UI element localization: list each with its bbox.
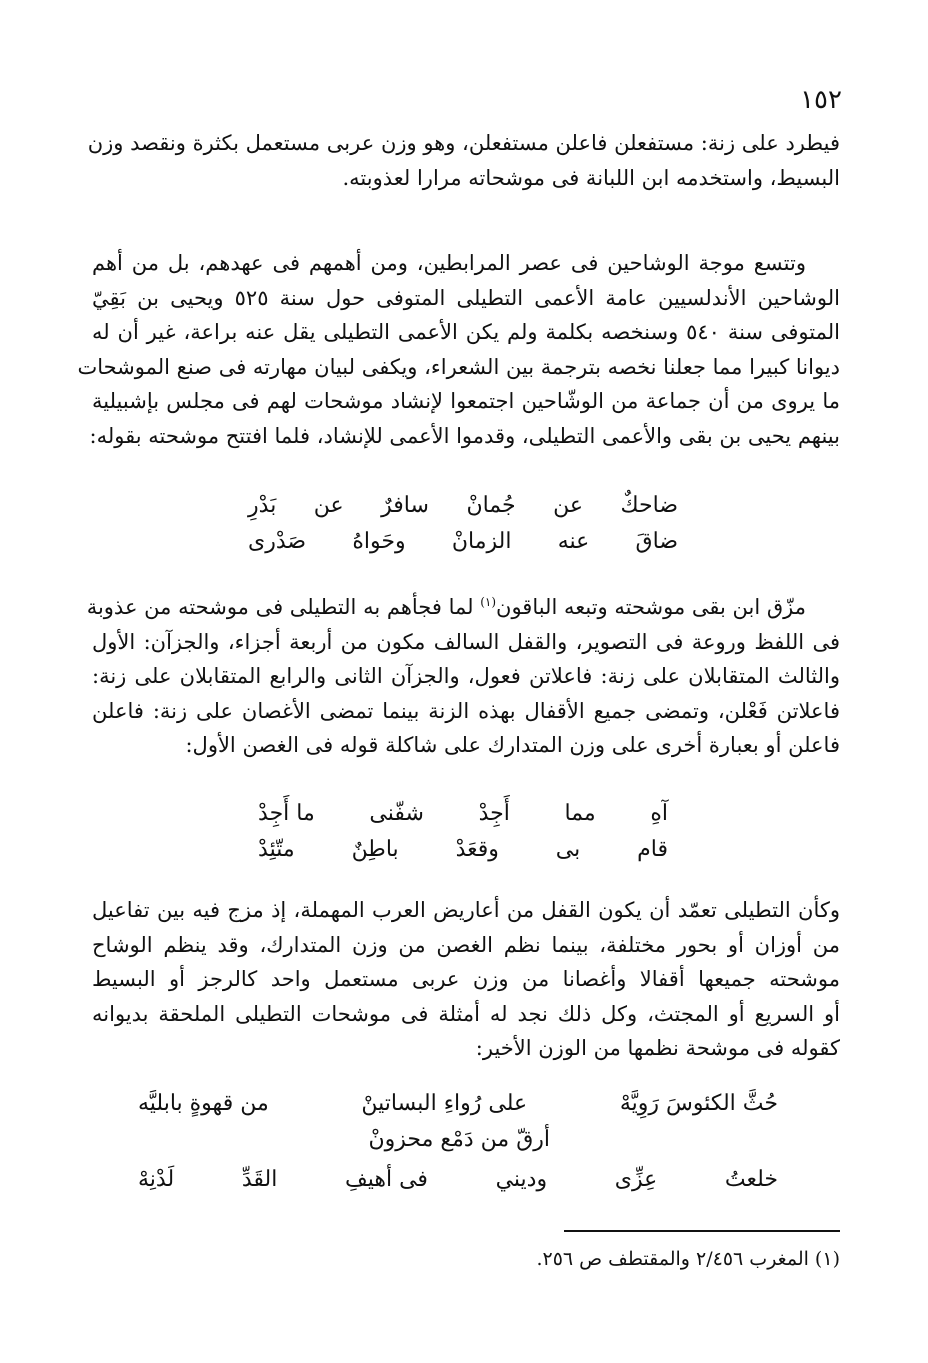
verse-word: عن (313, 493, 344, 518)
paragraph-line: والثالث المتقابلان على زنة: فاعلاتن فعول، والجزآن الثانى والرابع المتقابلان على زنة: (92, 664, 840, 688)
paragraph-line: أو السريع أو المجتث، وكل ذلك نجد له أمثلة فى موشحات التطيلى الملحقة بديوانه (92, 1001, 840, 1026)
verse-word: شفّنى (369, 801, 424, 826)
verse-word: فى أهيفِ (344, 1167, 428, 1192)
verse-word: بى (555, 837, 581, 862)
verse-hemistich: أرقّ من دَمْع محزونْ (368, 1127, 550, 1152)
paragraph-line: المتوفى سنة ٥٤٠ وسنخصه بكلمة ولم يكن الأعمى التطيلى يقل عنه براعة، غير أن له (92, 320, 840, 344)
verse-line (248, 524, 678, 560)
verse-word: الزمانْ (451, 529, 512, 554)
verse-word: سافرٌ (381, 493, 429, 518)
verse-line (138, 1122, 778, 1158)
footnote: (١) المغرب ٢/٤٥٦ والمقتطف ص ٢٥٦. (536, 1248, 840, 1270)
paragraph-1 (87, 126, 840, 195)
verse-word: ضاحكٌ (620, 493, 678, 518)
paragraph-line: الوشاحين الأندلسيين عامة الأعمى التطيلى المتوفى حول سنة ٥٢٥ ويحيى بن بَقِيّ (92, 285, 840, 310)
paragraph-2 (77, 246, 840, 453)
verse-word: باطِنٌ (351, 837, 399, 862)
paragraph-text: مزّق ابن بقى موشحته وتبعه الباقون (496, 595, 806, 619)
paragraph-4 (92, 893, 840, 1066)
verse-word: قام (637, 837, 668, 862)
verse-word: ما أَجِدْ (258, 801, 315, 826)
verse-word: وحَواهُ (352, 529, 406, 554)
verse-hemistich: من قهوةٍ بابليَّه (138, 1091, 269, 1116)
verse-word: لَدْنِهْ (138, 1167, 175, 1192)
paragraph-line: وتتسع موجة الوشاحين فى عصر المرابطين، ومن أهمهم فى عهدهم، بل من أهم (92, 251, 806, 275)
verse-line (138, 1162, 778, 1198)
verse-word: مما (564, 801, 596, 826)
footnote-reference: (١) (480, 595, 497, 609)
paragraph-line: فاعلاتن فَعْلن، وتمضى جميع الأقفال بهذه الزنة بينما تمضى الأغصان على زنة: فاعلن (92, 698, 840, 723)
verse-line (258, 796, 668, 832)
verse-line (258, 832, 668, 868)
paragraph-line: كقوله فى موشحة نظمها من الوزن الأخير: (475, 1036, 840, 1060)
verse-word: بَدْرِ (248, 493, 277, 518)
verse-word: عن (553, 493, 583, 518)
paragraph-text: لما فجأهم به التطيلى فى موشحته من عذوبة (86, 595, 481, 619)
page-number: ١٥٢ (800, 85, 842, 115)
paragraph-line: ديوانا كبيرا مما جعلنا نخصه بترجمة بين الشعراء، ويكفى لبيان مهارته فى صنع الموشحات (77, 354, 840, 379)
verse-word: خلعتُ (724, 1167, 778, 1192)
verse-word: آهِ (650, 801, 668, 826)
paragraph-3 (86, 590, 840, 763)
verse-word: ضاقَ (635, 529, 678, 554)
paragraph-line: موشحته جميعها أقفالا وأغصانا من وزن عربى مستعمل واحد كالرجز أو البسيط (92, 967, 840, 991)
paragraph-line: البسيط، واستخدمه ابن اللبانة فى موشحاته مرارا لعذوبته. (342, 165, 840, 190)
verse-hemistich: حُثَّ الكئوسَ رَوِيَّهْ (619, 1091, 778, 1116)
paragraph-line: فيطرد على زنة: مستفعلن فاعلن مستفعلن، وهو وزن عربى مستعمل بكثرة ونقصد وزن (87, 131, 840, 155)
paragraph-line (86, 590, 840, 625)
verse-1 (248, 488, 678, 560)
paragraph-line: وكأن التطيلى تعمّد أن يكون القفل من أعاريض العرب المهملة، إذ مزج فيه بين تفاعيل (92, 898, 840, 922)
paragraph-line: من أوزان أو بحور مختلفة، بينما نظم الغصن من وزن المتدارك، وقد ينظم الوشاح (92, 932, 840, 957)
verse-word: وقعَدْ (455, 837, 499, 862)
verse-line (248, 488, 678, 524)
paragraph-line: فاعلن أو بعبارة أخرى على وزن المتدارك على شاكلة قوله فى الغصن الأول: (185, 733, 840, 757)
verse-word: عنه (557, 529, 590, 554)
verse-word: عِزِّى (614, 1167, 658, 1192)
paragraph-line: فى اللفظ وروعة فى التصوير، والقفل السالف مكون من أربعة أجزاء، والجزآن: الأول (92, 629, 840, 654)
verse-word: متّئِدْ (258, 837, 295, 862)
paragraph-line: ما يروى من أن جماعة من الوشّاحين اجتمعوا لإنشاد موشحات لهم فى مجلس بإشبيلية (92, 389, 840, 413)
verse-3 (138, 1086, 778, 1198)
paragraph-line: بينهم يحيى بن بقى والأعمى التطيلى، وقدموا الأعمى للإنشاد، فلما افتتح موشحته بقوله: (89, 423, 840, 448)
verse-word: جُمانْ (466, 493, 516, 518)
verse-word: القَدِّ (241, 1167, 278, 1192)
verse-line (138, 1086, 778, 1122)
footnote-divider (564, 1230, 840, 1232)
verse-word: أَجِدْ (478, 801, 510, 826)
verse-word: صَدْرى (248, 529, 307, 554)
verse-2 (258, 796, 668, 868)
verse-word: وديني (495, 1167, 548, 1192)
verse-hemistich: على رُواءِ البساتينْ (361, 1091, 528, 1116)
